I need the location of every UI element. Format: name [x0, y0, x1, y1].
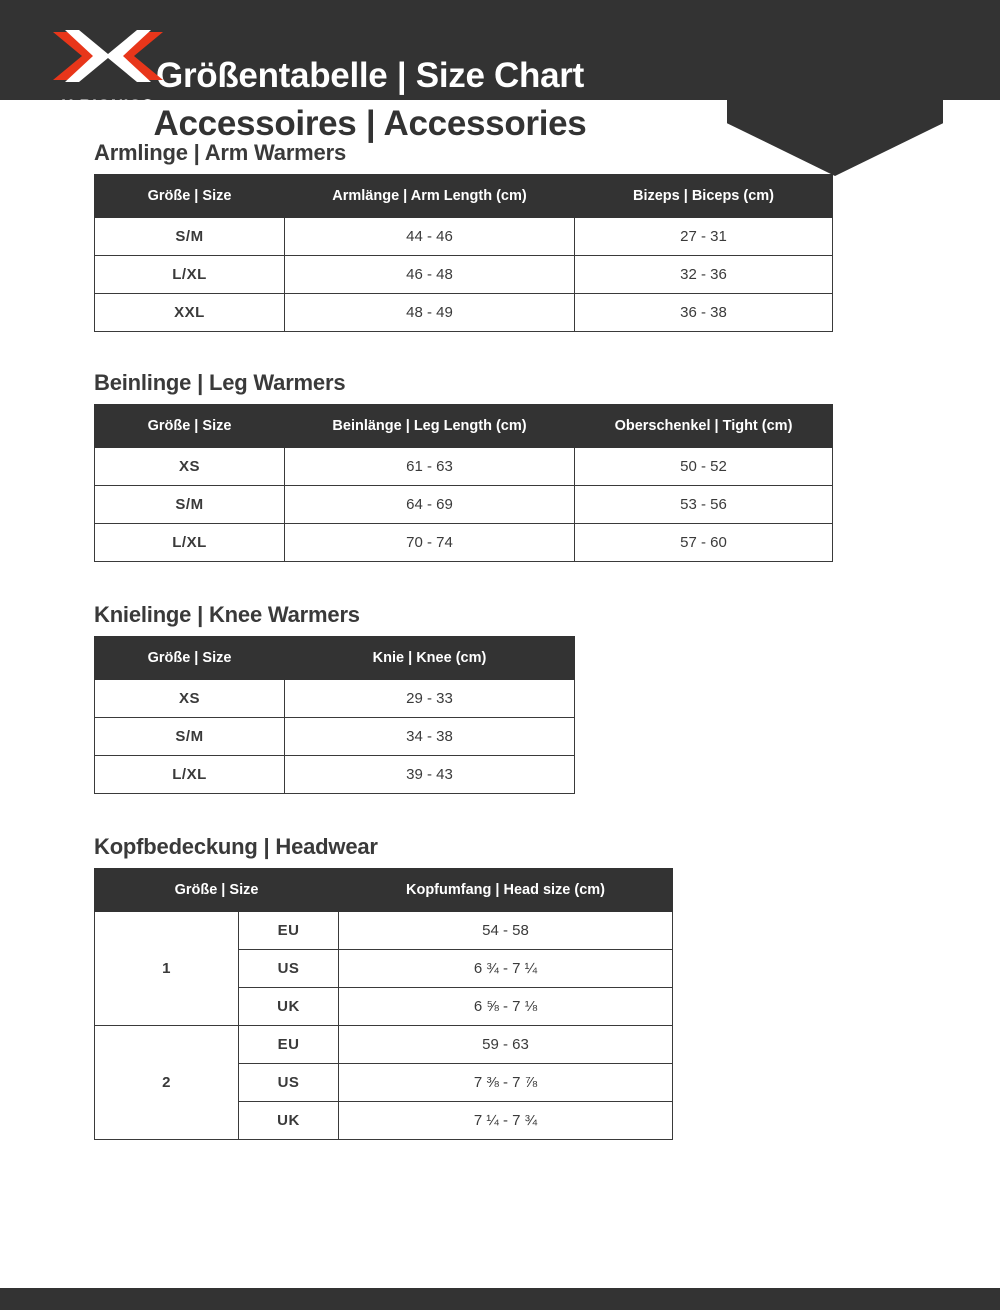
- cell-region: EU: [239, 1026, 339, 1064]
- table-row: [95, 1026, 673, 1064]
- table-knee-warmers: [94, 636, 575, 794]
- cell-size: L/XL: [95, 756, 285, 794]
- cell-head-size: 6 ⅝ - 7 ⅛: [339, 988, 673, 1026]
- cell-size: S/M: [95, 718, 285, 756]
- table-row: [95, 448, 833, 486]
- column-header-size: Größe | Size: [95, 637, 285, 680]
- section-title-arm-warmers: Armlinge | Arm Warmers: [94, 140, 346, 165]
- table-headwear: [94, 868, 673, 1140]
- table-header-row: [95, 405, 833, 448]
- cell-leg-length: 70 - 74: [285, 524, 575, 562]
- cell-head-size: 7 ⅜ - 7 ⅞: [339, 1064, 673, 1102]
- section-title-leg-warmers: Beinlinge | Leg Warmers: [94, 370, 346, 395]
- cell-size: XS: [95, 680, 285, 718]
- cell-size: S/M: [95, 218, 285, 256]
- section-arm-warmers: [0, 140, 1000, 332]
- cell-knee: 39 - 43: [285, 756, 575, 794]
- cell-leg-length: 61 - 63: [285, 448, 575, 486]
- column-header-thigh: Oberschenkel | Tight (cm): [575, 405, 833, 448]
- cell-biceps: 32 - 36: [575, 256, 833, 294]
- table-header-row: [95, 869, 673, 912]
- cell-size-group: 1: [95, 912, 239, 1026]
- table-leg-warmers: [94, 404, 833, 562]
- cell-size: XS: [95, 448, 285, 486]
- cell-head-size: 6 ¾ - 7 ¼: [339, 950, 673, 988]
- cell-region: UK: [239, 1102, 339, 1140]
- section-leg-warmers: [0, 370, 1000, 562]
- cell-leg-length: 64 - 69: [285, 486, 575, 524]
- page-title: Größentabelle | Size Chart: [156, 56, 584, 95]
- document-content: [0, 100, 1000, 1140]
- table-header-row: [95, 637, 575, 680]
- cell-head-size: 59 - 63: [339, 1026, 673, 1064]
- page-subtitle: Accessoires | Accessories: [153, 104, 587, 143]
- table-row: [95, 294, 833, 332]
- cell-knee: 34 - 38: [285, 718, 575, 756]
- page-footer-bar: [0, 1288, 1000, 1310]
- cell-size: L/XL: [95, 256, 285, 294]
- section-title-headwear: Kopfbedeckung | Headwear: [94, 834, 378, 859]
- column-header-knee: Knie | Knee (cm): [285, 637, 575, 680]
- cell-region: UK: [239, 988, 339, 1026]
- cell-region: EU: [239, 912, 339, 950]
- column-header-size: Größe | Size: [95, 405, 285, 448]
- x-bionic-x-icon: [49, 28, 167, 84]
- table-arm-warmers: [94, 174, 833, 332]
- cell-arm-length: 46 - 48: [285, 256, 575, 294]
- cell-arm-length: 44 - 46: [285, 218, 575, 256]
- table-row: [95, 256, 833, 294]
- column-header-size: Größe | Size: [95, 869, 339, 912]
- cell-size-group: 2: [95, 1026, 239, 1140]
- section-headwear: [0, 834, 1000, 1140]
- table-row: [95, 524, 833, 562]
- cell-head-size: 7 ¼ - 7 ¾: [339, 1102, 673, 1140]
- table-row: [95, 756, 575, 794]
- table-row: [95, 718, 575, 756]
- cell-thigh: 57 - 60: [575, 524, 833, 562]
- cell-thigh: 50 - 52: [575, 448, 833, 486]
- cell-head-size: 54 - 58: [339, 912, 673, 950]
- table-row: [95, 912, 673, 950]
- section-title-knee-warmers: Knielinge | Knee Warmers: [94, 602, 360, 627]
- cell-thigh: 53 - 56: [575, 486, 833, 524]
- section-knee-warmers: [0, 602, 1000, 794]
- brand-logo: [0, 28, 216, 116]
- column-header-size: Größe | Size: [95, 175, 285, 218]
- cell-arm-length: 48 - 49: [285, 294, 575, 332]
- column-header-arm-length: Armlänge | Arm Length (cm): [285, 175, 575, 218]
- table-row: [95, 680, 575, 718]
- cell-region: US: [239, 1064, 339, 1102]
- cell-size: XXL: [95, 294, 285, 332]
- column-header-leg-length: Beinlänge | Leg Length (cm): [285, 405, 575, 448]
- cell-biceps: 27 - 31: [575, 218, 833, 256]
- cell-region: US: [239, 950, 339, 988]
- brand-name: X-BIONIC®: [61, 96, 155, 115]
- table-row: [95, 218, 833, 256]
- cell-knee: 29 - 33: [285, 680, 575, 718]
- column-header-head-size: Kopfumfang | Head size (cm): [339, 869, 673, 912]
- cell-size: L/XL: [95, 524, 285, 562]
- cell-size: S/M: [95, 486, 285, 524]
- cell-biceps: 36 - 38: [575, 294, 833, 332]
- table-row: [95, 486, 833, 524]
- table-header-row: [95, 175, 833, 218]
- column-header-biceps: Bizeps | Biceps (cm): [575, 175, 833, 218]
